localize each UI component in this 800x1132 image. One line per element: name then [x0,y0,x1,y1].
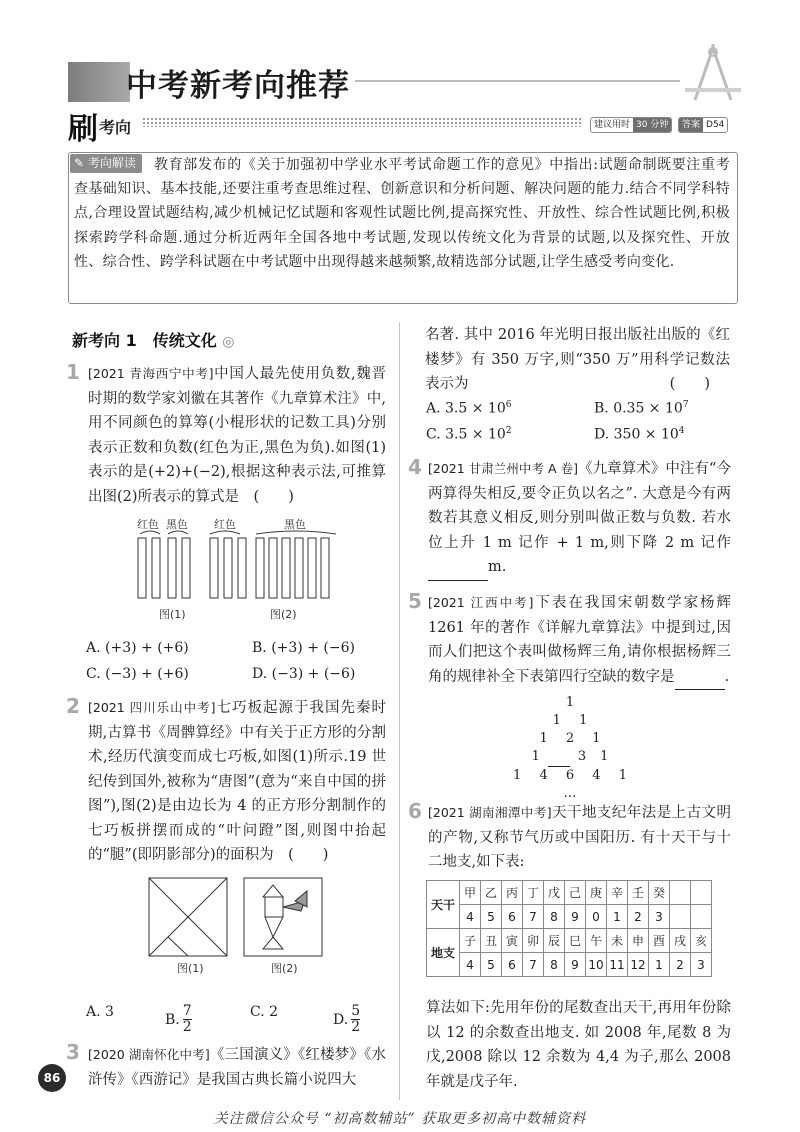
q2-option-b-label: B. [165,1011,180,1028]
q6-text [428,801,731,875]
dizhi-row [427,929,712,953]
section-title-text: 新考向 1 传统文化 [72,331,217,350]
dizhi-cell: 辰 [544,929,565,953]
column-divider [399,322,400,1100]
dizhi-cell: 酉 [649,929,670,953]
section-title [72,328,235,351]
footer-note: 关注微信公众号 “初高数辅站” 获取更多初高中数辅资料 [213,1111,587,1127]
q1-number: 1 [66,360,80,384]
fig2-label-black: 黑色 [284,518,306,531]
q3-number: 3 [66,1040,80,1064]
tiangan-num: 8 [544,905,565,929]
q3-body-cont: 名著. 其中 2016 年光明日报出版社出版的《红楼梦》有 350 万字,则“350 万”用科学记数法表示为 [425,327,730,392]
dizhi-num: 3 [691,953,712,977]
time-value: 30 分钟 [633,118,671,132]
triangle-cell: 4 [539,768,548,783]
triangle-cell: 1 [565,695,575,710]
empty-cell [670,881,691,905]
triangle-row-1 [480,694,660,712]
tiangan-cell: 戊 [544,881,565,905]
q3-text-cont [425,323,730,397]
q3-option-c-exp: 2 [505,426,512,436]
triangle-cell: 1 [531,749,540,764]
tiangan-num: 6 [502,905,523,929]
q4-body: 《九章算术》中注有“今两算得失相反,要令正负以名之”. 大意是今有两数若其意义相反,则分别叫做正数与负数. 若水位上升 1 m 记作 + 1 m,则下降 2 m 记作 [428,461,731,551]
q3-option-c-base: C. 3.5 × 10 [426,426,506,443]
q2-source: [2021 四川乐山中考] [88,700,216,715]
tiangan-cell: 丙 [502,881,523,905]
q1-option-c[interactable]: C. (−3) + (+6) [86,666,189,682]
target-icon: ◎ [222,334,235,350]
dizhi-num: 5 [481,953,502,977]
triangle-row-5 [480,767,660,785]
tiangan-num: 5 [481,905,502,929]
tiangan-cell: 乙 [481,881,502,905]
tiangan-num: 4 [460,905,481,929]
triangle-cell: 1 [539,731,548,746]
q4-text [428,457,731,581]
q2-fig2-caption: 图(2) [271,962,298,975]
tiangan-cell: 癸 [649,881,670,905]
q2-option-d-denominator: 2 [351,1019,361,1035]
tiangan-cell: 甲 [460,881,481,905]
q2-option-b-numerator: 7 [182,1003,192,1019]
q5-answer-blank[interactable] [675,665,725,691]
triangle-row-4 [480,748,660,767]
q1-text [88,362,386,509]
q5-number: 5 [408,589,422,613]
dizhi-num: 2 [670,953,691,977]
dizhi-cell: 卯 [523,929,544,953]
triangle-row-2 [480,712,660,730]
triangle-ellipsis: … [563,786,577,801]
q2-fig1-caption: 图(1) [177,962,204,975]
tangram-square-figure [148,877,228,957]
counting-rods-figure [128,530,338,602]
q2-text [88,696,386,868]
q1-option-d[interactable]: D. (−3) + (−6) [252,666,356,682]
q3-source: [2020 湖南怀化中考] [88,1047,210,1062]
header-dot-band [142,117,582,127]
triangle-cell: 4 [592,768,601,783]
dizhi-cell: 午 [586,929,607,953]
empty-cell [670,905,691,929]
page-number: 86 [38,1064,66,1092]
q1-source: [2021 青海西宁中考] [88,366,214,381]
q2-option-b-fraction [183,1004,192,1035]
tiangan-num: 9 [565,905,586,929]
tiangan-cell: 壬 [628,881,649,905]
q3-option-a[interactable] [426,400,511,417]
q6-body: 天干地支纪年法是上古文明的产物,又称节气历或中国阳历. 有十天干与十二地支,如下表: [428,805,731,870]
empty-cell [691,905,712,929]
q5-text [428,591,731,690]
q3-option-c[interactable] [426,426,512,443]
tiangan-cell: 丁 [523,881,544,905]
answer-label: 答案 [679,118,703,132]
intro-tab-label: 考向解读 [87,156,136,170]
tiangan-cell: 庚 [586,881,607,905]
q5-source: [2021 江西中考] [428,595,534,610]
q1-fig2-caption: 图(2) [270,608,297,621]
q4-source: [2021 甘肃兰州中考 A 卷] [428,461,579,476]
dizhi-num: 6 [502,953,523,977]
q1-option-b[interactable]: B. (+3) + (−6) [252,640,355,656]
brush-label: 刷 [68,112,98,147]
q2-option-a[interactable]: A. 3 [86,1004,114,1020]
dizhi-cell: 寅 [502,929,523,953]
q3-answer-bracket: ( ) [669,376,710,392]
triangle-cell: 1 [513,768,522,783]
dizhi-cell: 子 [460,929,481,953]
q3-option-d[interactable] [594,426,685,443]
q3-option-d-exp: 4 [678,426,685,436]
q2-number: 2 [66,694,80,718]
yanghui-triangle [480,694,660,803]
q3-option-b-exp: 7 [682,400,689,410]
tiangan-num: 1 [607,905,628,929]
dizhi-num: 1 [649,953,670,977]
q3-option-a-base: A. 3.5 × 10 [426,400,506,417]
dizhi-cell: 丑 [481,929,502,953]
q6-algorithm-text: 算法如下:先用年份的尾数查出天干,再用年份除以 12 的余数查出地支. 如 2008 年,尾数 8 为戊,2008 除以 12 余数为 4,4 为子,那么 2008 年就是戊子年. [426,1000,731,1090]
fig1-label-red: 红色 [137,518,159,531]
dizhi-cell: 申 [628,929,649,953]
dizhi-cell: 戌 [670,929,691,953]
q1-option-a[interactable]: A. (+3) + (+6) [86,640,189,656]
tiangan-cell: 己 [565,881,586,905]
triangle-cell: 1 [600,749,609,764]
ganzhi-table [426,880,712,977]
pen-icon: ✎ [74,156,88,170]
empty-cell [691,881,712,905]
time-label: 建议用时 [594,120,631,130]
q2-option-d-label: D. [333,1011,349,1028]
intro-text: 教育部发布的《关于加强初中学业水平考试命题工作的意见》中指出:试题命制既要注重考查基础知识、基本技能,还要注重考查思维过程、创新意识和分析问题、解决问题的能力.结合不同学科特点,合理设置试题结构,减少机械记忆试题和客观性试题比例,提高探究性、开放性、综合性试题比例,积极探索跨学科命题.通过分析近两年全国各地中考试题,发现以传统文化为背景的试题,以及探究性、开放性、综合性、跨学科试题在中考试题中出现得越来越频繁,故精选部分试题,让学生感受考向变化. [74,157,730,270]
fig2-label-red: 红色 [214,518,236,531]
dizhi-num: 11 [607,953,628,977]
dizhi-num: 10 [586,953,607,977]
brush-sub-label: 考向 [99,118,132,137]
header-rule [355,80,680,82]
triangle-cell: 1 [592,731,601,746]
dizhi-cell: 亥 [691,929,712,953]
q6-source: [2021 湖南湘潭中考] [428,805,552,820]
q2-option-d-numerator: 5 [351,1003,361,1019]
answer-page: D54 [706,120,725,130]
triangle-row-3 [480,730,660,748]
q2-option-d-fraction [351,1004,360,1035]
q4-tail: m. [488,559,507,575]
q3-option-d-base: D. 350 × 10 [594,426,679,443]
q3-option-b-base: B. 0.35 × 10 [594,400,683,417]
q5-body: 下表在我国宋朝数学家杨辉 1261 年的著作《详解九章算法》中提到过,因而人们把这个表叫做杨辉三角,请你根据杨辉三角的规律补全下表第四行空缺的数字是 [428,595,732,685]
compass-ruler-icon [683,44,743,108]
tiangan-num: 3 [649,905,670,929]
tiangan-cell: 辛 [607,881,628,905]
triangle-cell: 3 [577,749,587,764]
answer-badge [678,117,728,133]
page-title: 中考新考向推荐 [126,68,350,104]
dizhi-cell: 巳 [565,929,586,953]
tiangan-num: 7 [523,905,544,929]
tiangan-row [427,881,712,905]
triangle-cell: 6 [565,768,575,783]
tangram-ye-wen-figure [243,877,323,957]
q3-body-start: 《三国演义》《红楼梦》《水浒传》《西游记》是我国古典长篇小说四大 [88,1047,386,1088]
dizhi-num: 4 [460,953,481,977]
tiangan-number-row [427,905,712,929]
dizhi-header: 地支 [427,929,460,977]
header-decor-block [68,62,130,102]
tiangan-num: 0 [586,905,607,929]
triangle-cell: 1 [579,713,588,728]
q2-option-c[interactable]: C. 2 [250,1004,279,1020]
dizhi-num: 8 [544,953,565,977]
q5-tail: . [724,668,730,685]
q3-option-b[interactable] [594,400,689,417]
q1-fig1-caption: 图(1) [159,608,186,621]
tiangan-header: 天干 [427,881,460,929]
tiangan-num: 2 [628,905,649,929]
q1-body: 中国人最先使用负数,魏晋时期的数学家刘徽在其著作《九章算术注》中,用不同颜色的算筹(小棍形状的记数工具)分别表示正数和负数(红色为正,黑色为负).如图(1)表示的是(+2)+(−2),根据这种表示法,可推算出图(2)所表示的算式是 ( ) [88,366,387,505]
q4-answer-blank[interactable] [428,555,488,581]
triangle-missing-blank[interactable] [548,748,570,767]
dizhi-number-row [427,953,712,977]
q6-number: 6 [408,799,422,823]
q3-option-a-exp: 6 [505,400,512,410]
triangle-cell: 2 [565,731,575,746]
dizhi-num: 12 [628,953,649,977]
q3-text-start [88,1043,386,1092]
q2-body: 七巧板起源于我国先秦时期,古算书《周髀算经》中有关于正方形的分割术,经历代演变而成七巧板,如图(1)所示.19 世纪传到国外,被称为“唐图”(意为“来自中国的拼图”),图(2)是由边长为 4 的正方形分割制作的七巧板拼摆而成的“叶问蹬”图,则图中抬起的“腿”(即阴影部分)的面积为 ( ) [88,700,387,863]
triangle-cell: 1 [552,713,561,728]
q2-option-b[interactable] [165,1004,192,1035]
dizhi-cell: 未 [607,929,628,953]
suggested-time-badge [590,117,672,133]
triangle-cell: 1 [618,768,627,783]
dizhi-num: 9 [565,953,586,977]
q4-number: 4 [408,455,422,479]
dizhi-num: 7 [523,953,544,977]
q2-option-d[interactable] [333,1004,360,1035]
fig1-label-black: 黑色 [166,518,188,531]
intro-tab [70,154,142,173]
q2-option-b-denominator: 2 [182,1019,192,1035]
